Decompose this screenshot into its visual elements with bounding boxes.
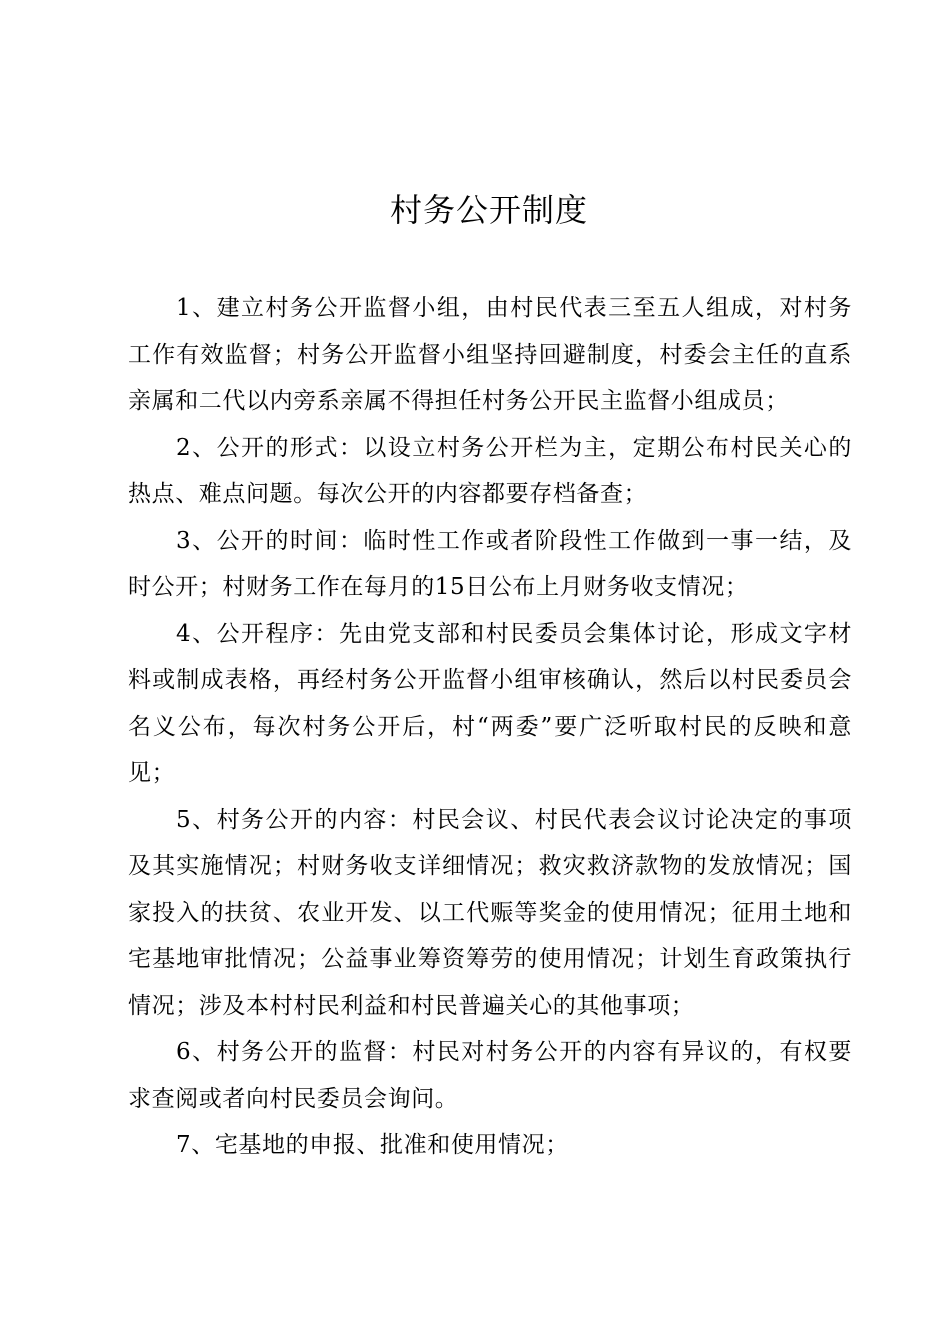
paragraph-4: 4、公开程序：先由党支部和村民委员会集体讨论，形成文字材料或制成表格，再经村务公开监督小组审核确认，然后以村民委员会名义公布，每次村务公开后，村“两委”要广泛听取村民的反映和意见； — [128, 620, 852, 786]
paragraph-3: 3、公开的时间：临时性工作或者阶段性工作做到一事一结，及时公开；村财务工作在每月的15日公布上月财务收支情况； — [128, 527, 852, 600]
paragraph-7: 7、宅基地的申报、批准和使用情况； — [176, 1132, 569, 1158]
document-body — [128, 285, 852, 1169]
paragraph-1: 1、建立村务公开监督小组，由村民代表三至五人组成，对村务工作有效监督；村务公开监督小组坚持回避制度，村委会主任的直系亲属和二代以内旁系亲属不得担任村务公开民主监督小组成员； — [128, 295, 852, 414]
document-title: 村务公开制度 — [389, 191, 588, 229]
paragraph-2: 2、公开的形式：以设立村务公开栏为主，定期公布村民关心的热点、难点问题。每次公开的内容都要存档备查； — [128, 434, 852, 507]
paragraph-6: 6、村务公开的监督：村民对村务公开的内容有异议的，有权要求查阅或者向村民委员会询问。 — [128, 1039, 852, 1112]
paragraph-5: 5、村务公开的内容：村民会议、村民代表会议讨论决定的事项及其实施情况；村财务收支详细情况；救灾救济款物的发放情况；国家投入的扶贫、农业开发、以工代赈等奖金的使用情况；征用土地和宅基地审批情况；公益事业筹资筹劳的使用情况；计划生育政策执行情况；涉及本村村民利益和村民普遍关心的其他事项； — [128, 806, 852, 1019]
